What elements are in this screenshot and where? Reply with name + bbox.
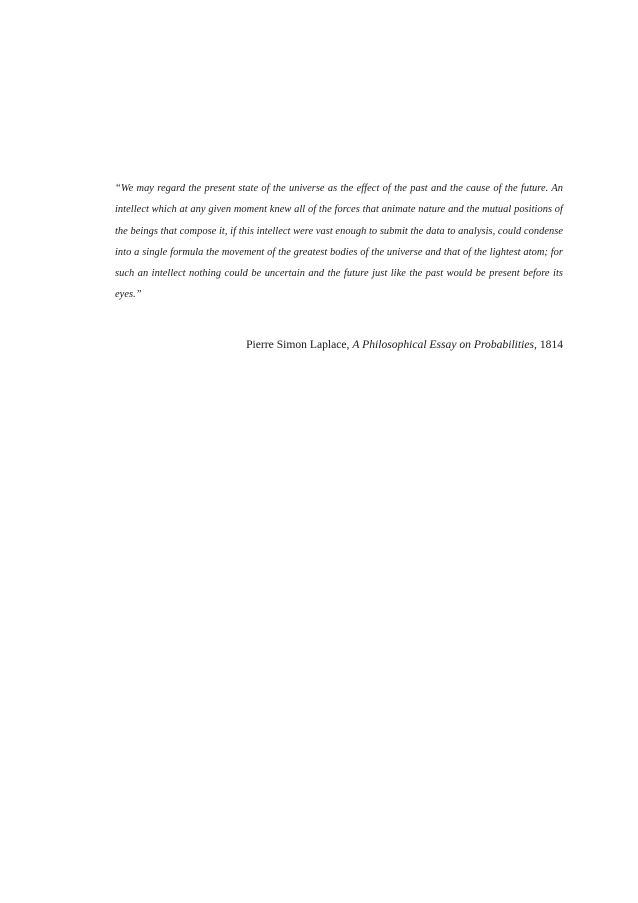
epigraph-quote: “We may regard the present state of the universe as the effect of the past and the cause of the future. An intellect which at any given moment knew all of the forces that animate nature and the mutual positions of the beings that compose it, if this intellect were vast enough to submit the data to analysis, could condense into a single formula the movement of the greatest bodies of the universe and that of the lightest atom; for such an intellect nothing could be uncertain and the future just like the past would be present before its eyes.” (115, 183, 563, 301)
attribution-book-title: A Philosophical Essay on Probabilities (352, 338, 534, 351)
attribution-year: 1814 (539, 338, 563, 351)
epigraph (115, 178, 563, 306)
attribution-author: Pierre Simon Laplace, (246, 338, 350, 351)
attribution-separator: , (534, 338, 537, 351)
epigraph-attribution (246, 338, 563, 351)
